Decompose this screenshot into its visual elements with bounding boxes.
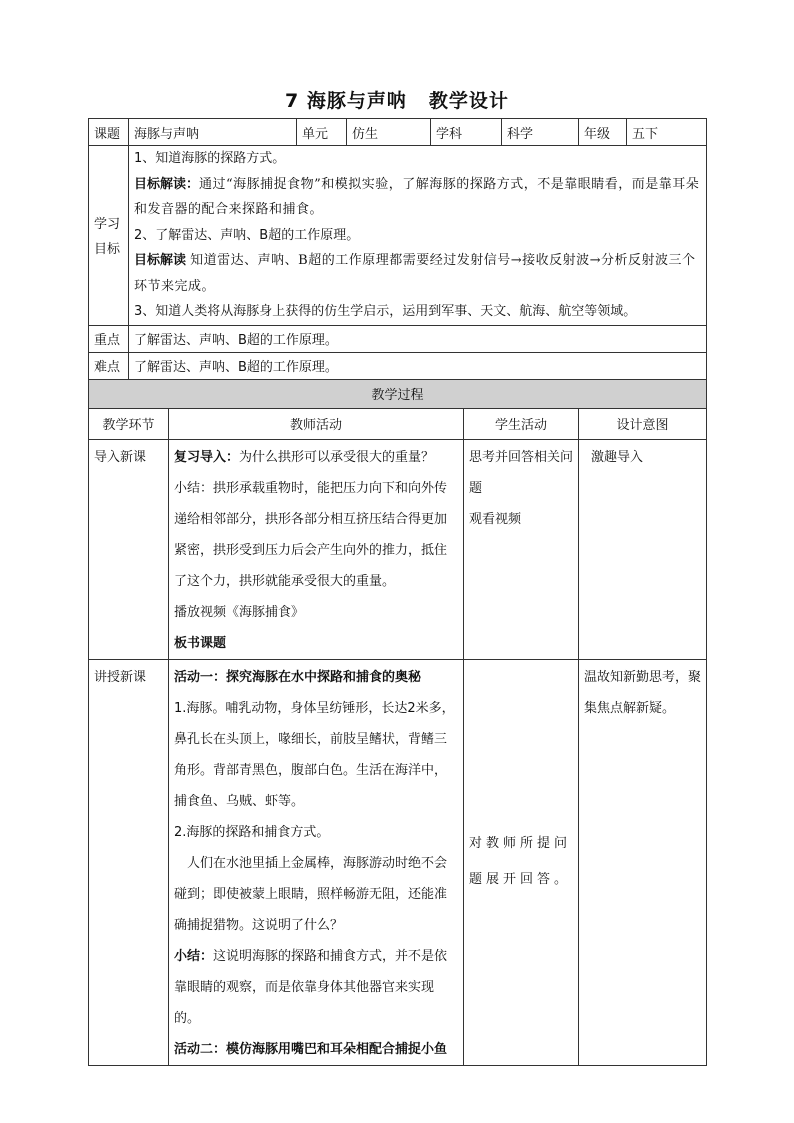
objective-3: 3、知道人类将从海豚身上获得的仿生学启示，运用到军事、天文、航海、航空等领域。: [134, 304, 637, 319]
objectives-row: [89, 146, 707, 326]
unit-label: 单元: [297, 119, 347, 146]
review-label: 复习导入：: [174, 449, 240, 465]
dolphin-experiment: 人们在水池里插上金属棒，海豚游动时绝不会碰到；即使被蒙上眼睛，照样畅游无阻，还能准确捕捉猎物。这说明了什么？: [174, 855, 448, 933]
difficulty-row: [89, 352, 707, 379]
review-question: 为什么拱形可以承受很大的重量？: [239, 449, 435, 465]
objective-2-interpretation: [134, 248, 701, 299]
unit-value: 仿生: [347, 119, 431, 146]
student-activity-text-2: 观看视频: [469, 511, 522, 527]
objectives-label-line2: 目标: [94, 242, 121, 258]
subject-label: 学科: [431, 119, 502, 146]
intro-summary: 小结：拱形承载重物时，能把压力向下和向外传递给相邻部分，拱形各部分相互挤压结合得更加紧密，拱形受到压力后会产生向外的推力，抵住了这个力，拱形就能承受很大的重量。: [174, 480, 448, 589]
course-value: 海豚与声呐: [129, 119, 297, 146]
objectives-content: [129, 146, 707, 326]
difficulty-label: 难点: [89, 352, 129, 379]
stage-intro-label: 导入新课: [89, 439, 169, 659]
interp-label: 目标解读: [134, 253, 187, 268]
stage-intro-design: 激趣导入: [579, 439, 707, 659]
title-number: 7: [285, 90, 300, 112]
header-design: 设计意图: [579, 408, 707, 439]
stage-intro-teacher: [169, 439, 464, 659]
dolphin-method-title: 2.海豚的探路和捕食方式。: [174, 824, 330, 840]
process-header-row: [89, 408, 707, 439]
key-row: [89, 325, 707, 352]
subject-value: 科学: [502, 119, 579, 146]
interp-label: 目标解读：: [134, 176, 200, 192]
summary-text: 这说明海豚的探路和捕食方式，并不是依靠眼睛的观察，而是依靠身体其他器官来实现的。: [174, 948, 448, 1026]
interp-text: 知道雷达、声呐、B超的工作原理都需要经过发射信号→接收反射波→分析反射波三个环节来完成。: [134, 253, 696, 294]
dolphin-description: 1.海豚。哺乳动物，身体呈纺锤形，长达2米多，鼻孔长在头顶上，喙细长，前肢呈鳍状，背鳍三角形。背部青黑色，腹部白色。生活在海洋中，捕食鱼、乌贼、虾等。: [174, 700, 455, 809]
objective-1-interpretation: [134, 172, 701, 223]
stage-intro-student: [464, 439, 579, 659]
objective-1: 1、知道海豚的探路方式。: [134, 151, 286, 166]
header-teacher: 教师活动: [169, 408, 464, 439]
student-activity-text: 思考并回答相关问题: [469, 449, 574, 496]
difficulty-value: 了解雷达、声呐、B超的工作原理。: [129, 352, 707, 379]
header-stage: 教学环节: [89, 408, 169, 439]
intro-video: 播放视频《海豚捕食》: [174, 604, 305, 620]
activity-2-title: 活动二：模仿海豚用嘴巴和耳朵相配合捕捉小鱼: [174, 1041, 448, 1057]
process-title-row: [89, 379, 707, 408]
lesson-plan-table: [88, 118, 707, 1066]
title-suffix: 教学设计: [428, 90, 509, 112]
summary-label: 小结：: [174, 948, 214, 964]
page-title: [0, 86, 794, 113]
title-name: 海豚与声呐: [306, 90, 407, 112]
stage-new-student: 对教师所提问题展开回答。: [464, 659, 579, 1065]
header-student: 学生活动: [464, 408, 579, 439]
stage-new-teacher: [169, 659, 464, 1065]
grade-label: 年级: [579, 119, 627, 146]
review-line: [174, 442, 458, 473]
stage-new-label: 讲授新课: [89, 659, 169, 1065]
intro-board: 板书课题: [174, 635, 227, 651]
course-label: 课题: [89, 119, 129, 146]
stage-new-design: 温故知新勤思考，聚集焦点解新疑。: [579, 659, 707, 1065]
stage-intro-row: [89, 439, 707, 659]
objectives-label: [89, 146, 129, 326]
interp-text: 通过“海豚捕捉食物”和模拟实验，了解海豚的探路方式，不是靠眼睛看，而是靠耳朵和发音器的配合来探路和捕食。: [134, 176, 700, 217]
new-summary: [174, 941, 458, 1034]
activity-1-title: 活动一：探究海豚在水中探路和捕食的奥秘: [174, 669, 422, 685]
grade-value: 五下: [627, 119, 707, 146]
key-value: 了解雷达、声呐、B超的工作原理。: [129, 325, 707, 352]
stage-new-row: [89, 659, 707, 1065]
objective-2: 2、了解雷达、声呐、B超的工作原理。: [134, 227, 360, 243]
objectives-label-line1: 学习: [94, 217, 121, 233]
key-label: 重点: [89, 325, 129, 352]
info-row: [89, 119, 707, 146]
process-title: 教学过程: [89, 379, 707, 408]
